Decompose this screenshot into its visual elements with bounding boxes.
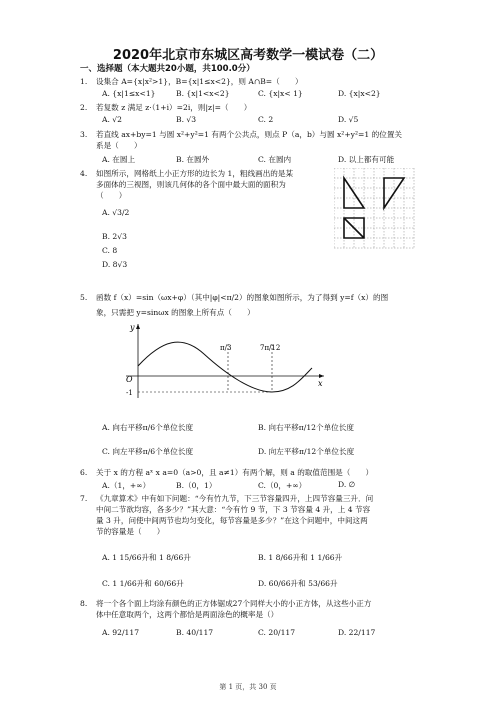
option-b: B. {x|1<x<2} [176,89,230,98]
option-a: A. √2 [102,115,122,124]
question-number: 6. [80,468,88,477]
front-view [344,178,364,208]
question-stem-line3: 量 3 升，问使中间两节也均匀变化，每节容量是多少？”在这个问题中，中间这两 [96,516,368,525]
option-c: C.（0，+∞） [258,481,307,490]
option-d: D. 以上都有可能 [338,155,395,164]
question-number: 4. [80,169,88,178]
option-c: C. 在圆内 [258,155,292,164]
question-number: 7. [80,494,88,503]
option-b: B. 向右平移π/12个单位长度 [258,423,354,432]
question-1 [80,76,420,87]
option-a: A. 92/117 [102,628,140,637]
option-d: D. 60/66升和 53/66升 [258,579,338,588]
option-b: B.（0，1） [176,481,217,490]
option-a: A.（1，+∞） [102,481,151,490]
option-c: C. 20/117 [258,628,296,637]
option-c: C. {x|x< 1} [258,89,303,98]
option-c: C. 向左平移π/6个单位长度 [102,447,194,456]
sine-graph-figure [112,320,332,402]
question-stem: 若直线 ax+by=1 与圆 x²+y²=1 有两个公共点，则点 P（a，b）与圆 x²+y²=1 的位置关 [96,130,403,139]
option-a: A. √3/2 [102,208,130,217]
question-4 [80,168,330,201]
question-number: 3. [80,130,88,139]
option-a: A. {x|1≤x<1} [102,89,156,98]
question-stem-line2: 多面体的三视图，则该几何体的各个面中最大面的面积为 [96,180,286,189]
option-b: B. 40/117 [176,628,214,637]
question-stem: 《九章算术》中有如下问题：“今有竹九节，下三节容量四升，上四节容量三升．问 [96,494,374,503]
option-b: B. 1 8/66升和 1 1/66升 [258,553,343,562]
tick2-label: 7π/12 [260,344,281,352]
origin-label: O [126,375,133,384]
section-heading: 一、选择题（本大题共20小题，共100.0分） [80,64,255,74]
page-footer: 第 1 页，共 30 页 [219,683,277,691]
option-c: C. 8 [102,246,118,255]
question-8 [80,598,420,620]
question-stem-line2: 象，只需把 y=sinωx 的图象上所有点（ ） [96,308,255,317]
ymin-label: -1 [126,389,133,397]
page-title: 2020年北京市东城区高考数学一模试卷（二） [112,48,384,63]
question-7 [80,493,420,537]
option-a: A. 在圆上 [102,155,136,164]
option-a: A. 1 15/66升和 1 8/66升 [102,553,191,562]
option-d: D. 22/117 [338,628,376,637]
question-stem: 设集合 A={x|x²>1}，B={x|1≤x<2}，则 A∩B=（ ） [96,77,303,86]
option-c: C. 2 [258,115,274,124]
question-6 [80,467,420,478]
question-number: 8. [80,599,88,608]
option-d: D. 8√3 [102,260,128,269]
question-stem: 将一个各个面上均涂有颜色的正方体锯成27个同样大小的小正方体，从这些小正方 [96,599,372,608]
question-stem-line3: （ ） [96,191,127,200]
question-5 [80,292,420,318]
question-2 [80,102,420,113]
three-view-grid-figure [334,168,416,250]
question-stem: 若复数 z 满足 z·（1+i）=2i，则|z|=（ ） [96,103,252,112]
option-a: A. 向右平移π/6个单位长度 [102,423,194,432]
question-stem-line4: 节的容量是（ ） [96,527,165,536]
question-number: 5. [80,293,88,302]
question-stem: 关于 x 的方程 aˣ x a=0（a>0，且 a≠1）有两个解，则 a 的取值范围是（ ） [96,468,374,477]
y-axis-label: y [130,323,135,332]
question-number: 1. [80,77,88,86]
option-b: B. √3 [176,115,197,124]
question-stem: 如图所示，网格纸上小正方形的边长为 1，粗线画出的是某 [96,169,294,178]
question-stem: 函数 f（x）=sin（ωx+φ）（其中|φ|<π/2）的图象如图所示，为了得到 y=f（x）的图 [96,293,389,302]
question-number: 2. [80,103,88,112]
question-stem-line2: 系是（ ） [96,141,142,150]
tick1-label: π/3 [220,344,232,352]
x-axis-label: x [318,379,323,388]
option-b: B. 在圆外 [176,155,210,164]
option-c: C. 1 1/66升和 60/66升 [102,579,184,588]
option-d: D. {x|x<2} [338,89,381,98]
x-axis-arrow [319,374,324,378]
question-stem-line2: 中间二节欲均容，各多少？”其大意：“今有竹 9 节，下 3 节容量 4 升，上 4 节容 [96,505,371,514]
y-axis-arrow [136,324,140,329]
question-3 [80,129,420,151]
option-d: D. √5 [338,115,359,124]
side-view [384,178,404,208]
question-stem-line2: 体中任意取两个，这两个都恰是两面涂色的概率是（） [96,610,279,619]
option-d: D. 向左平移π/12个单位长度 [258,447,355,456]
option-b: B. 2√3 [102,232,127,241]
option-d: D. ∅ [338,480,356,489]
